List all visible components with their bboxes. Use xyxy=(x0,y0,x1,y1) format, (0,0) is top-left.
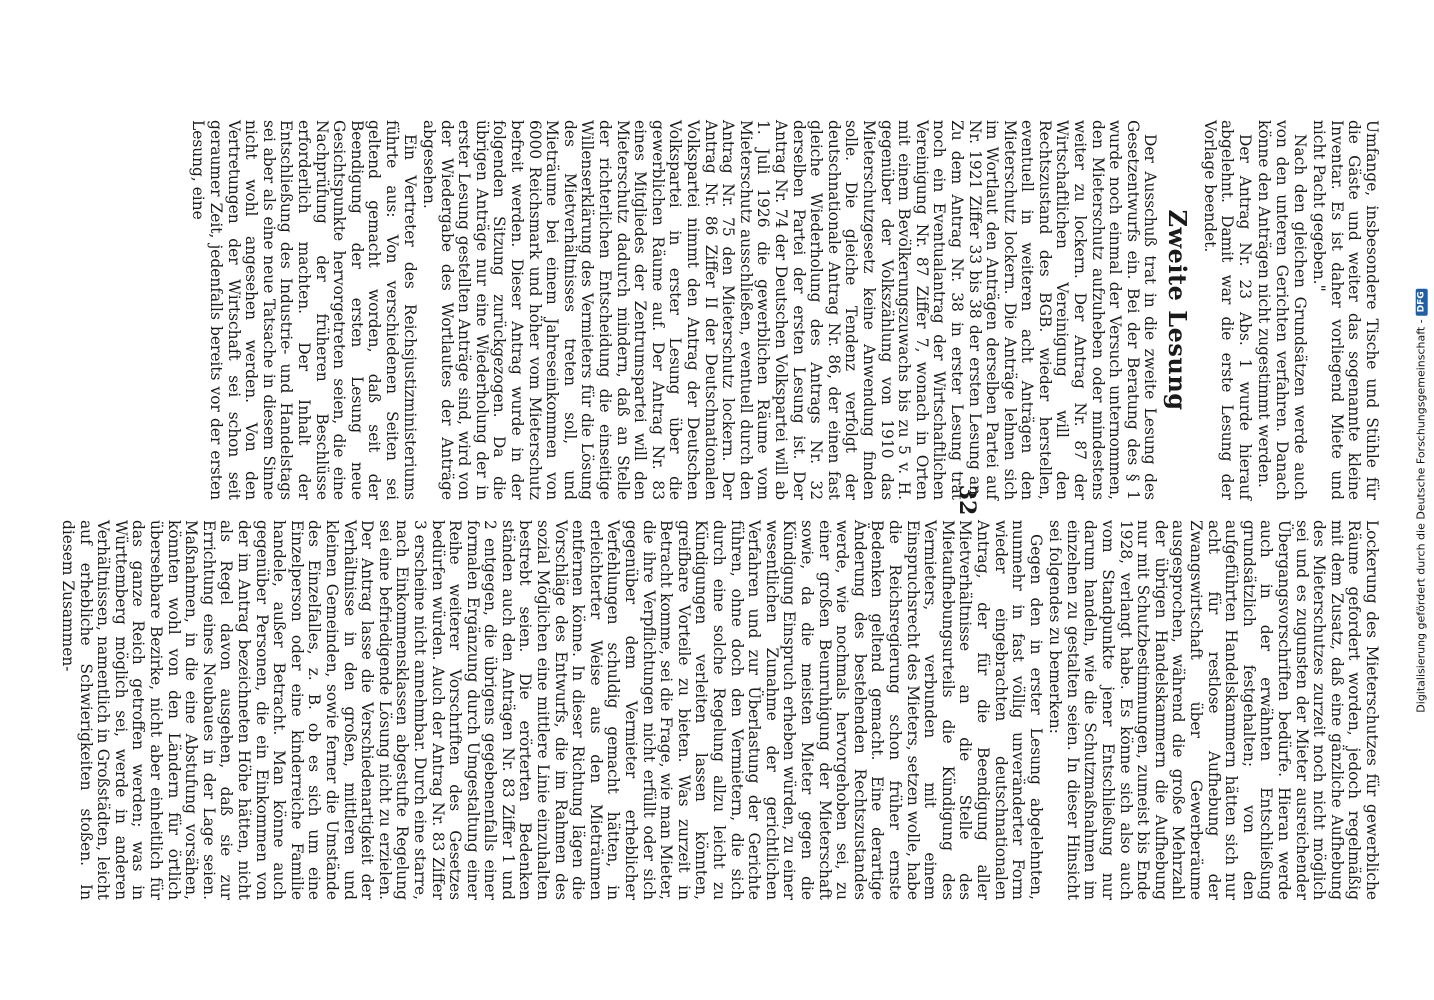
left-paragraph-1: Umfange, insbesondere Tische und Stühle für die Gäste und weiter das sogenannte kleine Inventar. Es ist daher vorliegend Miete und nicht Pacht gegeben." xyxy=(1310,120,1381,500)
scanned-page xyxy=(59,90,1420,920)
dfg-logo: DFG xyxy=(1415,288,1427,315)
left-paragraph-3: Der Antrag Nr. 23 Abs. 1 wurde hierauf abgelehnt. Damit war die erste Lesung der Vorlage beendet. xyxy=(1200,120,1254,500)
page-number: 32 xyxy=(954,484,980,516)
right-column xyxy=(56,520,1380,900)
left-paragraph-2: Nach den gleichen Grundsätzen werde auch von den unteren Gerichten verfahren. Danach könne den Anträgen nicht zugestimmt werden. xyxy=(1255,120,1309,500)
left-paragraph-5: Ein Vertreter des Reichsjustizministeriums führte aus: Von verschiedenen Seiten sei geltend gemacht worden, daß seit der Beendigung der ersten Lesung neue Gesichtspunkte hervorgetreten seien, die eine Nachprüfung der früheren Beschlüsse erforderlich machten. Der Inhalt der Entschließung des Industrie- und Handelstags sei aber als eine neue Tatsache in diesem Sinne nicht wohl angesehen werden. Von den Vertretungen der Wirtschaft sei schon seit geraumer Zeit, jedenfalls bereits vor der ersten Lesung, eine xyxy=(189,120,419,500)
digitization-note xyxy=(1412,10,1430,990)
left-paragraph-4: Der Ausschuß trat in die zweite Lesung des Gesetzentwurfs ein. Bei der Beratung des § 1 wurde noch einmal der Versuch unternommen, den Mieterschutz aufzuheben oder mindestens weiter zu lockern. Der Antrag Nr. 87 der Wirtschaftlichen Vereinigung will den Rechtszustand des BGB. wieder herstellen, eventuell in weiteren acht Anträgen den Mieterschutz lockern. Die Anträge lehnen sich im Wortlaut den Anträgen derselben Partei auf Nr. 1921 Ziffer 33 bis 38 der ersten Lesung an. Zu dem Antrag Nr. 38 in erster Lesung trat noch ein Eventualantrag der Wirtschaftlichen Vereinigung Nr. 87 Ziffer 7, wonach in Orten mit einem Bevölkerungszuwachs bis zu 5 v. H. gegenüber der Volkszählung von 1910 das Mieterschutzgesetz keine Anwendung finden solle. Die gleiche Tendenz verfolgt der deutschnationale Antrag Nr. 86, der einen fast gleiche Wiederholung des Antrags Nr. 32 derselben Partei der ersten Lesung ist. Der Antrag Nr. 74 der Deutschen Volkspartei will ab 1. Juli 1926 die gewerblichen Räume vom Mieterschutz ausschließen, eventuell durch den Antrag Nr. 75 den Mieterschutz lockern. Der Antrag Nr. 86 Ziffer II der Deutschnationalen Volkspartei nimmt den Antrag der Deutschen Volkspartei in erster Lesung über die gewerblichen Räume auf. Der Antrag Nr. 83 eines Mitgliedes der Zentrumspartei will den Mieterschutz dadurch mindern, daß an Stelle der richterlichen Entscheidung die einseitige Willenserklärung des Vermieters für die Lösung des Mietverhältnisses treten soll, und Mieträume bei einem Jahreseinkommen von 6000 Reichsmark und höher vom Mieterschutz befreit werden. Dieser Antrag wurde in der folgenden Sitzung zurückgezogen. Da die übrigen Anträge nur eine Wiederholung der in erster Lesung gestellten Anträge sind, wird von der Wiedergabe des Wortlautes der Anträge abgesehen. xyxy=(420,120,1160,500)
rotated-page-content xyxy=(59,90,1420,920)
right-paragraph-2: Gegen den in erster Lesung abgelehnten, nunmehr in fast völlig unveränderter Form wieder eingebrachten deutschnationalen Antrag, der für die Beendigung aller Mietverhältnisse an die Stelle des Mietaufhebungsurteils die Kündigung des Vermieters, verbunden mit einem Einspruchsrecht des Mieters, setzen wolle, habe die Reichsregierung schon früher ernste Bedenken geltend gemacht. Eine derartige Änderung des bestehenden Rechtszustandes werde, wie nochmals hervorgehoben sei, zu einer großen Beunruhigung der Mieterschaft sowie, da die meisten Mieter gegen die Kündigung Einspruch erheben würden, zu einer wesentlichen Zunahme der gerichtlichen Verfahren und zur Überlastung der Gerichte führen, ohne doch den Vermietern, die sich durch eine solche Regelung allzu leicht zu Kündigungen verleiten lassen könnten, greifbare Vorteile zu bieten. Was zurzeit in Betracht komme, sei die Frage, wie man Mieter, die ihre Verpflichtungen nicht erfüllt oder sich gegenüber dem Vermieter erheblicher Verfehlungen schuldig gemacht hätten, in erleichterter Weise aus den Mieträumen entfernen könne. In dieser Richtung lägen die Vorschläge des Entwurfs, die im Rahmen des sozial Möglichen eine mittlere Linie einzuhalten bestrebt seien. Die erörterten Bedenken ständen auch den Anträgen Nr. 83 Ziffer 1 und 2 entgegen, die übrigens gegebenenfalls einer formalen Ergänzung durch Umgestaltung einer Reihe weiterer Vorschriften des Gesetzes bedürfen würden. Auch der Antrag Nr. 83 Ziffer 3 erscheine nicht annehmbar. Durch eine starre, nach Einkommensklassen abgestufte Regelung sei eine befriedigende Lösung nicht zu erzielen. Der Antrag lasse die Verschiedenartigkeit der Verhältnisse in den großen, mittleren und kleinen Gemeinden, sowie ferner die Umstände des Einzelfalles, z. B. ob es sich um eine Einzelperson oder eine kinderreiche Familie handele, außer Betracht. Man könne auch gegenüber Personen, die ein Einkommen von der im Antrag bezeichneten Höhe hätten, nicht als Regel davon ausgehen, daß sie zur Errichtung eines Neubaues in der Lage seien. Maßnahmen, in die eine Abstufung vorsähen, könnten wohl von den Ländern für örtlich übersehbare Bezirke, nicht aber einheitlich für das ganze Reich getroffen werden; was in Württemberg möglich sei, werde in anderen Verhältnissen, namentlich in Großstädten, leicht auf erhebliche Schwierigkeiten stoßen. In diesem Zusammen- xyxy=(59,520,1045,901)
right-paragraph-1: Lockerung des Mieterschutzes für gewerbliche Räume gefordert worden, jedoch regelmäßig mit dem Zusatz, daß eine gänzliche Aufhebung des Mieterschutzes zurzeit noch nicht möglich sei und es zugunsten der Mieter ausreichender Übergangsvorschriften bedürfe. Hieran werde auch in der erwähnten Entschließung grundsätzlich festgehalten; von den aufgeführten Handelskammern hätten sich nur acht für restlose Aufhebung der Zwangswirtschaft über Gewerberäume ausgesprochen, während die große Mehrzahl der übrigen Handelskammern die Aufhebung nur mit Schutzbestimmungen, zumeist bis Ende 1928, verlangt habe. Es könne sich also auch vom Standpunkte jener Entschließung nur darum handeln, wie die Schutzmaßnahmen im einzelnen zu gestalten seien. In dieser Hinsicht sei folgendes zu bemerken: xyxy=(1046,520,1381,900)
digitization-note-text: Digitalisierung gefördert durch die Deutsche Forschungsgemeinschaft - xyxy=(1414,318,1428,713)
left-column xyxy=(187,120,1380,500)
section-heading: Zweite Lesung xyxy=(1163,209,1193,411)
